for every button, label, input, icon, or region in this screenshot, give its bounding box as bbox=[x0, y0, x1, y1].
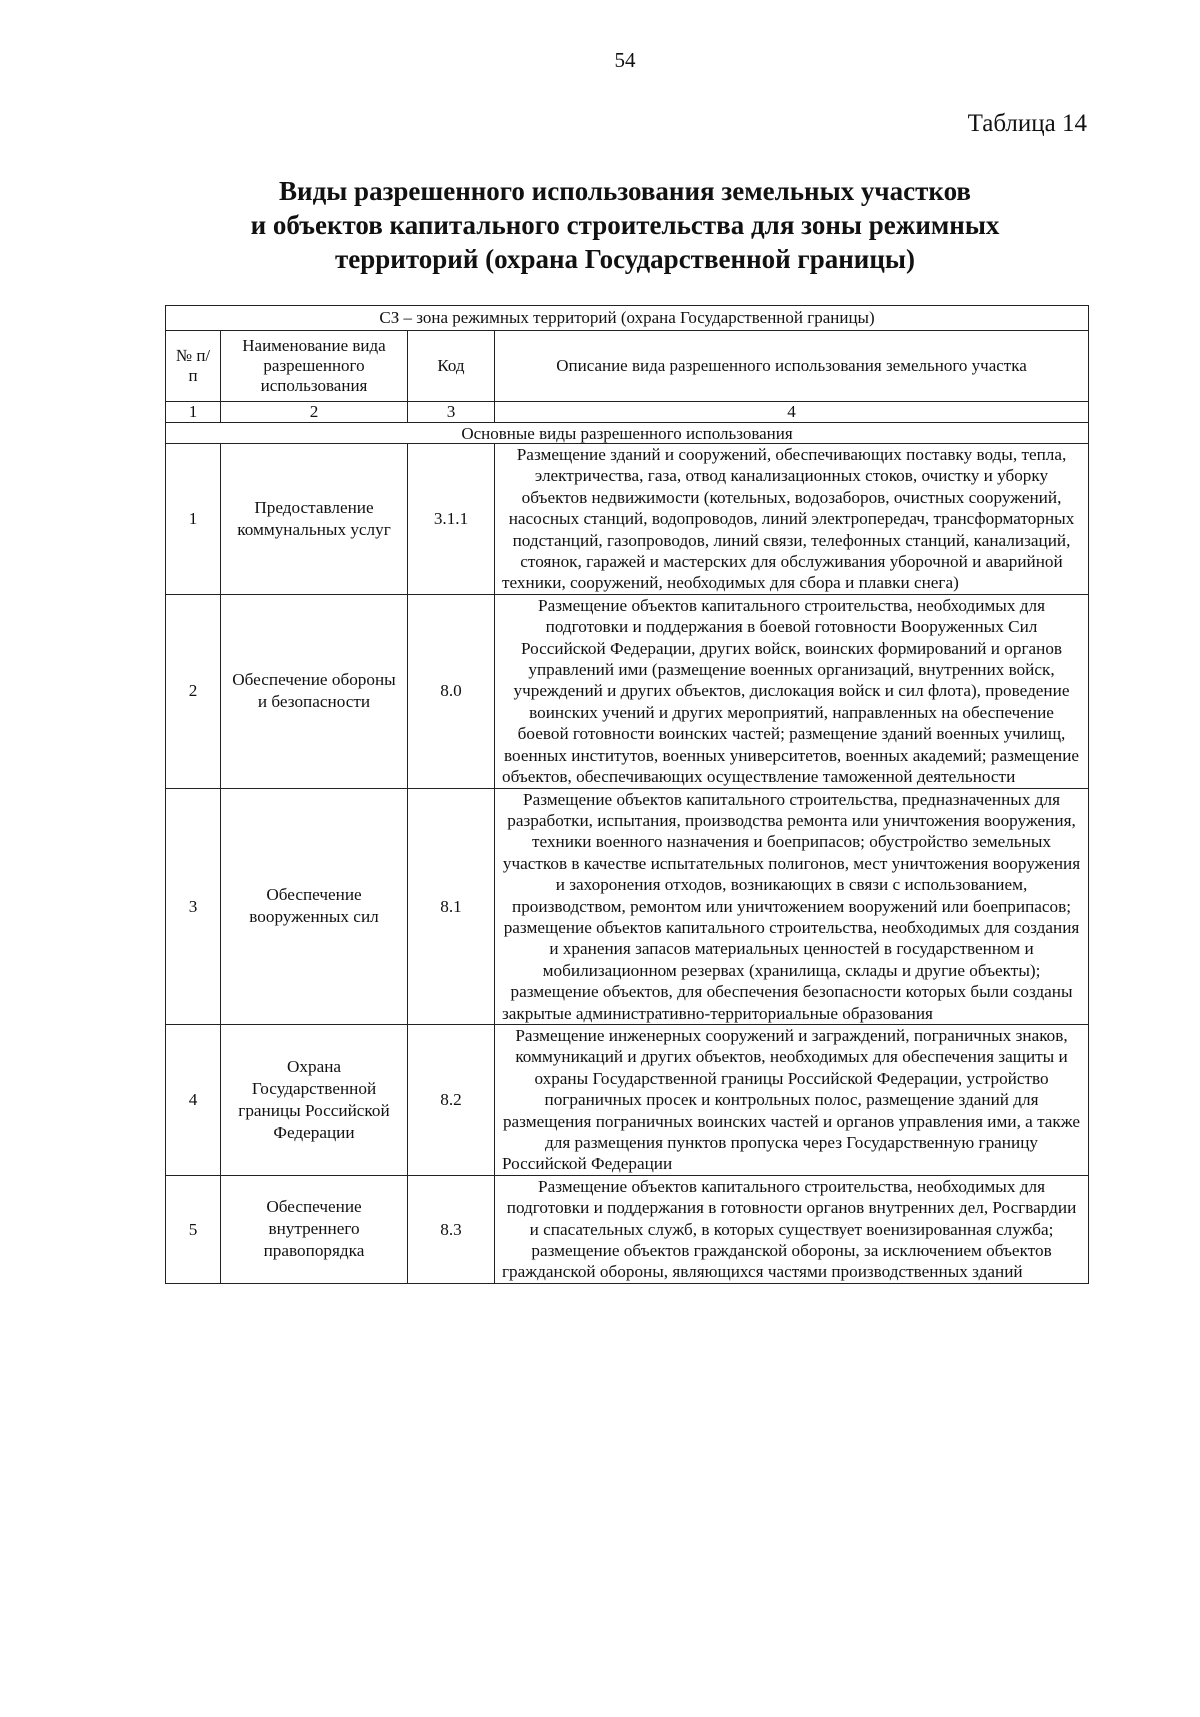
section-title: Основные виды разрешенного использования bbox=[166, 423, 1089, 444]
table-row bbox=[166, 594, 1089, 788]
use-type-name: Обеспечение внутреннего правопорядка bbox=[221, 1175, 408, 1283]
zone-header-row bbox=[166, 306, 1089, 331]
use-type-description: Размещение зданий и сооружений, обеспечивающих поставку воды, тепла, электричества, газа, отвод канализационных стоков, очистку и уборку объектов недвижимости (котельных, водозаборов, очистных сооружений, насосных станций, водопроводов, линий электропередач, трансформаторных подстанций, газопроводов, линий связи, телефонных станций, канализаций, стоянок, гаражей и мастерских для обслуживания уборочной и аварийной техники, сооружений, необходимых для сбора и плавки снега) bbox=[495, 444, 1089, 595]
use-type-code: 3.1.1 bbox=[408, 444, 495, 595]
use-type-code: 8.1 bbox=[408, 788, 495, 1024]
row-number: 4 bbox=[166, 1024, 221, 1175]
use-type-name: Охрана Государственной границы Российской Федерации bbox=[221, 1024, 408, 1175]
column-number: 1 bbox=[166, 402, 221, 423]
zone-header: СЗ – зона режимных территорий (охрана Государственной границы) bbox=[166, 306, 1089, 331]
use-type-name: Обеспечение обороны и безопасности bbox=[221, 594, 408, 788]
column-header-name: Наименование вида разрешенного использования bbox=[221, 331, 408, 402]
document-title bbox=[170, 174, 1080, 276]
column-number: 4 bbox=[495, 402, 1089, 423]
use-type-description: Размещение объектов капитального строительства, необходимых для подготовки и поддержания в боевой готовности Вооруженных Сил Российской Федерации, других войск, воинских формирований и органов управлений ими (размещение военных организаций, внутренних войск, учреждений и других объектов, дислокация войск и сил флота), проведение воинских учений и других мероприятий, направленных на обеспечение боевой готовности воинских частей; размещение зданий военных училищ, военных институтов, военных университетов, военных академий; размещение объектов, обеспечивающих осуществление таможенной деятельности bbox=[495, 594, 1089, 788]
column-number: 2 bbox=[221, 402, 408, 423]
land-use-table bbox=[165, 305, 1089, 1284]
column-number: 3 bbox=[408, 402, 495, 423]
use-type-code: 8.2 bbox=[408, 1024, 495, 1175]
use-type-code: 8.3 bbox=[408, 1175, 495, 1283]
row-number: 5 bbox=[166, 1175, 221, 1283]
column-header-row bbox=[166, 331, 1089, 402]
column-header-code: Код bbox=[408, 331, 495, 402]
row-number: 2 bbox=[166, 594, 221, 788]
page-number: 54 bbox=[614, 48, 636, 72]
use-type-name: Предоставление коммунальных услуг bbox=[221, 444, 408, 595]
use-type-name: Обеспечение вооруженных сил bbox=[221, 788, 408, 1024]
column-header-desc: Описание вида разрешенного использования земельного участка bbox=[495, 331, 1089, 402]
column-header-num: № п/п bbox=[166, 331, 221, 402]
use-type-description: Размещение инженерных сооружений и заграждений, пограничных знаков, коммуникаций и других объектов, необходимых для обеспечения защиты и охраны Государственной границы Российской Федерации, устройство пограничных просек и контрольных полос, размещение зданий для размещения пограничных воинских частей и органов управления ими, а также для размещения пунктов пропуска через Государственную границу Российской Федерации bbox=[495, 1024, 1089, 1175]
column-number-row bbox=[166, 402, 1089, 423]
title-line-1: Виды разрешенного использования земельных участков bbox=[279, 176, 971, 206]
table-label: Таблица 14 bbox=[967, 110, 1087, 137]
title-line-3: территорий (охрана Государственной границы) bbox=[335, 244, 915, 274]
row-number: 1 bbox=[166, 444, 221, 595]
row-number: 3 bbox=[166, 788, 221, 1024]
table-row bbox=[166, 444, 1089, 595]
section-row bbox=[166, 423, 1089, 444]
use-type-description: Размещение объектов капитального строительства, предназначенных для разработки, испытания, производства ремонта или уничтожения вооружения, техники военного назначения и боеприпасов; обустройство земельных участков в качестве испытательных полигонов, мест уничтожения вооружения и захоронения отходов, возникающих в связи с использованием, производством, ремонтом или уничтожением вооружений или боеприпасов; размещение объектов капитального строительства, необходимых для создания и хранения запасов материальных ценностей в государственном и мобилизационном резервах (хранилища, склады и другие объекты); размещение объектов, для обеспечения безопасности которых были созданы закрытые административно-территориальные образования bbox=[495, 788, 1089, 1024]
table-row bbox=[166, 1024, 1089, 1175]
use-type-description: Размещение объектов капитального строительства, необходимых для подготовки и поддержания в готовности органов внутренних дел, Росгвардии и спасательных служб, в которых существует военизированная служба; размещение объектов гражданской обороны, за исключением объектов гражданской обороны, являющихся частями производственных зданий bbox=[495, 1175, 1089, 1283]
table-row bbox=[166, 788, 1089, 1024]
table-row bbox=[166, 1175, 1089, 1283]
use-type-code: 8.0 bbox=[408, 594, 495, 788]
title-line-2: и объектов капитального строительства для зоны режимных bbox=[250, 210, 1000, 240]
